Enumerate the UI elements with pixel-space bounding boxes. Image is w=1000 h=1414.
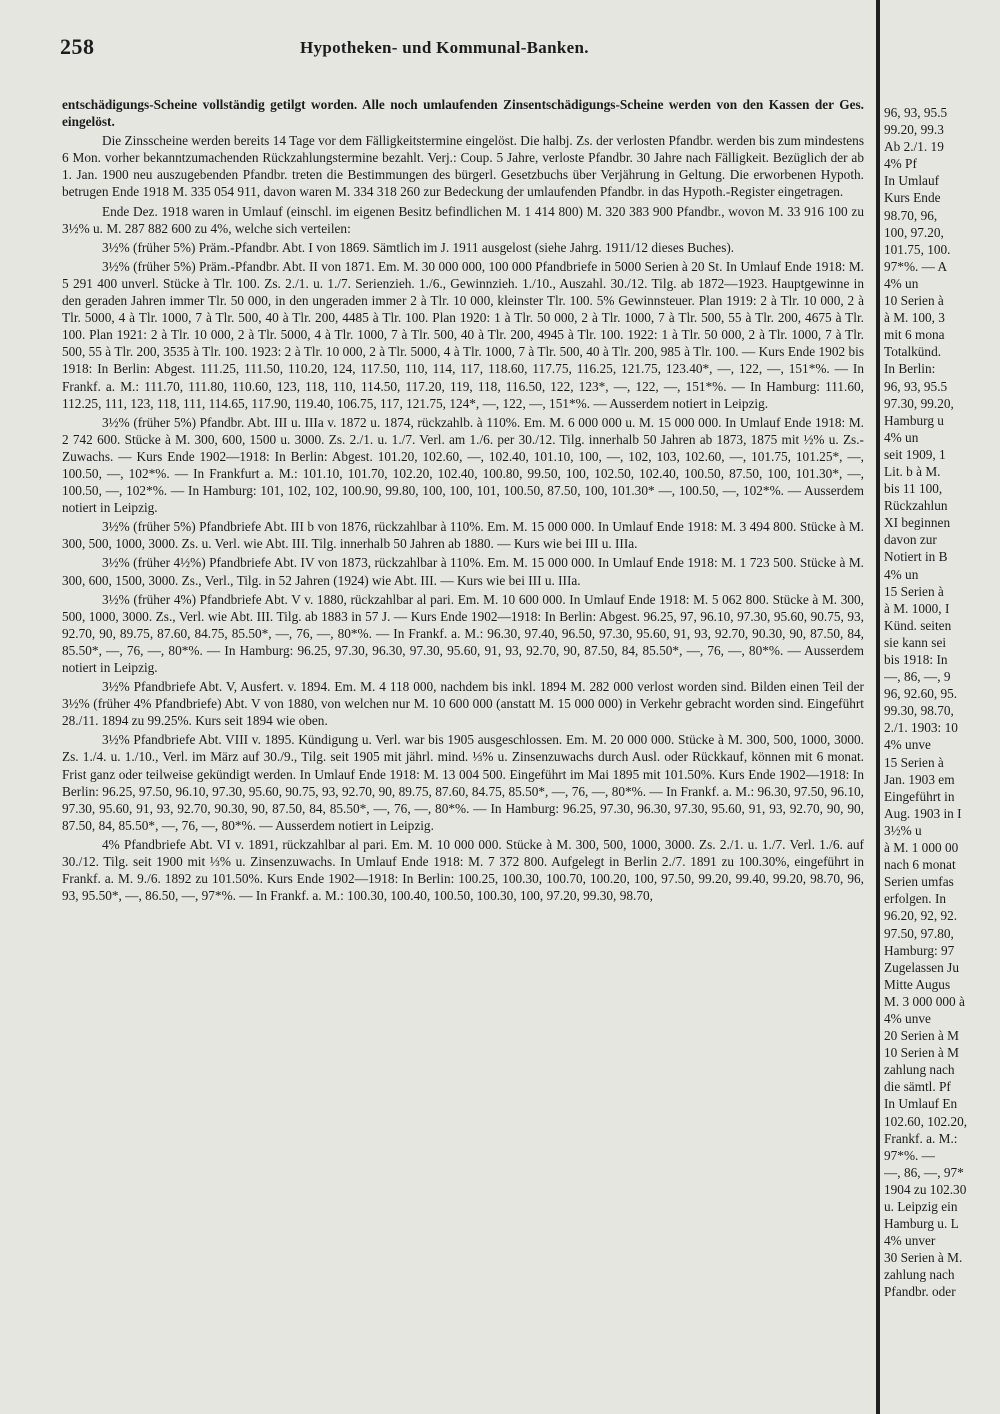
paragraph: 3½% Pfandbriefe Abt. VIII v. 1895. Kündigung u. Verl. war bis 1905 ausgeschlossen. Em. M. 20 000 000. Stücke à M. 300, 500, 1000, 3000. Zs. 1./4. u. 1./10., Verl. im März auf 30./9., Tilg. seit 1905 mit jährl. mind. ⅓% u. Zinsenzuwachs durch Ausl. oder Rückkauf, können mit 6 monat. Frist ganz oder teilweise gekündigt werden. In Umlauf Ende 1918: M. 13 004 500. Eingeführt im Mai 1895 mit 101.50%. Kurs Ende 1902—1918: In Berlin: 96.25, 97.50, 96.10, 97.30, 95.60, 90.75, 93, 92.70, 90, 89.75, 87.60, 84.75, 85.50*, —, 76, —, 80*%. — In Frankf. a. M.: 96.30, 97.50, 96.10, 97.30, 95.60, 91, 93, 92.70, 90.30, 90, 87.50, 84, 85.50*, —, 76, —, 80*%. — In Hamburg: 96.25, 97.30, 96.30, 97.30, 95.60, 91, 93, 92.70, 90, 90, 87.50, 84, 85.50*, —, 76, —, 80*%. — Ausserdem notiert in Leipzig.: [62, 732, 864, 833]
side-column-line: 2./1. 1903: 10: [884, 720, 958, 736]
side-column-line: zahlung nach: [884, 1267, 955, 1283]
side-column-line: —, 86, —, 9: [884, 669, 951, 685]
side-column-line: —, 86, —, 97*: [884, 1164, 964, 1180]
side-column-line: Frankf. a. M.:: [884, 1130, 958, 1146]
side-column-line: 98.70, 96,: [884, 207, 938, 223]
side-column-line: Zugelassen Ju: [884, 959, 959, 975]
side-column-line: Pfandbr. oder: [884, 1284, 956, 1300]
side-column-line: à M. 1 000 00: [884, 840, 959, 856]
side-column-line: Mitte Augus: [884, 976, 951, 992]
side-column-line: 20 Serien à M: [884, 1028, 959, 1044]
paragraph: 3½% (früher 5%) Pfandbriefe Abt. III b von 1876, rückzahlbar à 110%. Em. M. 15 000 000. In Umlauf Ende 1918: M. 3 494 800. Stücke à M. 300, 500, 1000, 3000. Zs. u. Verl. wie Abt. III. Tilg. innerhalb 50 Jahren ab 1880. — Kurs wie bei III u. IIIa.: [62, 519, 864, 552]
side-column-line: à M. 100, 3: [884, 310, 945, 326]
side-column-line: die sämtl. Pf: [884, 1079, 951, 1095]
side-column-line: 4% un: [884, 566, 919, 582]
side-column-line: 10 Serien à: [884, 293, 944, 309]
side-column-line: Totalkünd.: [884, 344, 942, 360]
side-column-line: 4% un: [884, 429, 919, 445]
side-column-line: 15 Serien à: [884, 754, 944, 770]
side-column-line: 4% unve: [884, 1010, 931, 1026]
side-column-line: In Umlauf: [884, 173, 940, 189]
side-column-line: 96, 92.60, 95.: [884, 686, 958, 702]
side-column-line: Lit. b à M.: [884, 463, 941, 479]
side-column-line: In Berlin:: [884, 361, 936, 377]
side-column-line: Kurs Ende: [884, 190, 941, 206]
side-column-line: 96.20, 92, 92.: [884, 908, 958, 924]
side-column-line: Künd. seiten: [884, 617, 952, 633]
paragraph: entschädigungs-Scheine vollständig getilgt worden. Alle noch umlaufenden Zinsentschädigungs-Scheine werden von den Kassen der Ges. eingelöst.: [62, 97, 864, 130]
side-column-line: erfolgen. In: [884, 891, 947, 907]
side-column-line: 96, 93, 95.5: [884, 105, 948, 120]
side-column-line: nach 6 monat: [884, 857, 956, 873]
side-column-line: Hamburg u. L: [884, 1216, 959, 1232]
paragraph: 3½% (früher 5%) Präm.-Pfandbr. Abt. I von 1869. Sämtlich im J. 1911 ausgelost (siehe Jahrg. 1911/12 dieses Buches).: [102, 239, 735, 255]
side-column-line: zahlung nach: [884, 1062, 955, 1078]
side-column-line: Aug. 1903 in I: [884, 805, 962, 821]
side-column-line: davon zur: [884, 532, 937, 548]
column-divider: [876, 0, 880, 1414]
side-column-line: Notiert in B: [884, 549, 948, 565]
side-column-line: 97.50, 97.80,: [884, 925, 954, 941]
side-column-line: 101.75, 100.: [884, 241, 951, 257]
paragraph: 3½% (früher 4%) Pfandbriefe Abt. V v. 1880, rückzahlbar al pari. Em. M. 10 600 000. In Umlauf Ende 1918: M. 5 062 800. Stücke à M. 300, 500, 1000, 3000. Zs., Verl. wie Abt. III. Tilg. ab 1883 in 57 J. — Kurs Ende 1902—1918: In Berlin: Abgest. 96.25, 97, 96.10, 97.30, 95.60, 90.75, 93, 92.70, 90, 89.75, 87.60, 84.75, 85.50*, —, 76, —, 80*%. — In Frankf. a. M.: 96.30, 97.40, 96.50, 97.30, 95.60, 91, 93, 92.70, 90.30, 90, 87.50, 84, 85.50*, —, 76, —, 80*%. — In Hamburg: 96.25, 97.30, 96.30, 97.30, 95.60, 91, 93, 92.70, 90, 87.50, 84, 85.50*, —, 76, —, 80*%. — Ausserdem notiert in Leipzig.: [62, 591, 864, 675]
side-column-line: 1904 zu 102.30: [884, 1181, 967, 1197]
main-column: [62, 96, 864, 906]
side-column-fragment: [884, 104, 1000, 1301]
side-column-line: Serien umfas: [884, 874, 954, 890]
side-column-line: 4% unver: [884, 1233, 936, 1249]
side-column-line: 96, 93, 95.5: [884, 378, 948, 394]
side-column-line: Hamburg u: [884, 412, 944, 428]
side-column-line: bis 11 100,: [884, 481, 943, 497]
side-column-line: 102.60, 102.20,: [884, 1113, 968, 1129]
side-column-line: u. Leipzig ein: [884, 1199, 958, 1214]
side-column-line: 97*%. —: [884, 1147, 935, 1163]
side-column-line: 97.30, 99.20,: [884, 395, 954, 411]
side-column-line: 10 Serien à M: [884, 1045, 959, 1061]
side-column-line: mit 6 mona: [884, 327, 945, 343]
side-column-line: à M. 1000, I: [884, 600, 950, 616]
page-number: 258: [60, 34, 95, 59]
side-column-line: In Umlauf En: [884, 1096, 958, 1112]
side-column-line: 4% unve: [884, 737, 931, 753]
paragraph: 3½% Pfandbriefe Abt. V, Ausfert. v. 1894. Em. M. 4 118 000, nachdem bis inkl. 1894 M. 282 000 verlost worden sind. Bilden einen Teil der 3½% (früher 4% Pfandbriefe) Abt. V von 1880, von welchen nur M. 10 600 000 (anstatt M. 15 000 000) in Verkehr gebracht worden sind. Eingeführt 28./11. 1894 zu 99.25%. Kurs seit 1894 wie oben.: [62, 679, 864, 729]
side-column-line: Ab 2./1. 19: [884, 139, 944, 155]
side-column-line: 30 Serien à M.: [884, 1250, 963, 1266]
side-column-line: 99.30, 98.70,: [884, 703, 954, 719]
side-column-line: bis 1918: In: [884, 652, 948, 667]
side-column-line: 15 Serien à: [884, 583, 944, 599]
paragraph: 3½% (früher 5%) Präm.-Pfandbr. Abt. II von 1871. Em. M. 30 000 000, 100 000 Pfandbriefe in 5000 Serien à 20 St. In Umlauf Ende 1918: M. 5 291 400 unverl. Stücke à Tlr. 100. Zs. 2./1. u. 1./7. Serienzieh. 1./6., Gewinnzieh. 1./10., Auszahl. 30./12. Tilg. ab 1872—1923. Hauptgewinne in den geraden Jahren immer Tlr. 50 000, in den ungeraden immer 2 à Tlr. 10 000, kleinster Tlr. 100. 5% Gewinnsteuer. Plan 1919: 2 à Tlr. 10 000, 2 à Tlr. 5000, 4 à Tlr. 1000, 7 à Tlr. 500, 40 à Tlr. 200, 4485 à Tlr. 100. Plan 1920: 1 à Tlr. 50 000, 2 à Tlr. 1000, 7 à Tlr. 500, 55 à Tlr. 200, 4675 à Tlr. 100. Plan 1921: 2 à Tlr. 10 000, 2 à Tlr. 5000, 4 à Tlr. 1000, 7 à Tlr. 500, 40 à Tlr. 200, 4945 à Tlr. 100. 1922: 1 à Tlr. 50 000, 2 à Tlr. 1000, 7 à Tlr. 500, 55 à Tlr. 200, 3535 à Tlr. 100. 1923: 2 à Tlr. 10 000, 2 à Tlr. 5000, 4 à Tlr. 1000, 7 à Tlr. 500, 40 à Tlr. 200, 985 à Tlr. 100. — Kurs Ende 1902 bis 1918: In Berlin: Abgest. 111.25, 111.50, 110.20, 124, 117.50, 110, 114, 117, 118.60, 117.75, 116.25, 121.75, 123.40*, —, 122, —, 151*%. — In Frankf. a. M.: 111.70, 111.80, 110.60, 123, 118, 110, 114.50, 117.20, 119, 118, 116.50, 122, 123*, —, 122, —, 151*%. — In Hamburg: 111.60, 112.25, 111, 123, 118, 111, 114.65, 117.90, 119.40, 106.75, 117, 121.75, 124*, —, 122, —, 151*%. — Ausserdem notiert in Leipzig.: [62, 258, 864, 411]
running-title: Hypotheken- und Kommunal-Banken.: [300, 38, 589, 57]
side-column-line: 3½% u: [884, 822, 922, 838]
side-column-line: 100, 97.20,: [884, 224, 944, 240]
paragraph: 4% Pfandbriefe Abt. VI v. 1891, rückzahlbar al pari. Em. M. 10 000 000. Stücke à M. 300, 500, 1000, 3000. Zs. 2./1. u. 1./7. Verl. 1./6. auf 30./12. Tilg. seit 1900 mit ⅓% u. Zinsenzuwachs. In Umlauf Ende 1918: M. 7 372 800. Aufgelegt in Berlin 2./7. 1891 zu 100.30%, eingeführt in Frankf. a. M. 9./6. 1892 zu 101.50%. Kurs Ende 1902—1918: In Berlin: 100.25, 100.30, 100.70, 100.20, 100, 97.50, 99.20, 99.40, 99.20, 98.70, 96, 93, 95.50*, —, 86.50, —, 97*%. — In Frankf. a. M.: 100.30, 100.40, 100.50, 100.30, 100, 97.20, 99.30, 98.70,: [62, 836, 864, 904]
side-column-line: 97*%. — A: [884, 258, 948, 274]
side-column-line: Jan. 1903 em: [884, 771, 955, 787]
side-column-line: Eingeführt in: [884, 788, 955, 804]
side-column-line: 4% un: [884, 275, 919, 291]
side-column-line: 4% Pf: [884, 156, 917, 172]
side-column-line: XI beginnen: [884, 515, 951, 531]
side-column-line: sie kann sei: [884, 634, 947, 650]
side-column-line: Hamburg: 97: [884, 942, 955, 958]
side-column-line: Rückzahlun: [884, 498, 948, 514]
side-column-line: seit 1909, 1: [884, 446, 946, 462]
paragraph: Ende Dez. 1918 waren in Umlauf (einschl. im eigenen Besitz befindlichen M. 1 414 800) M. 320 383 900 Pfandbr., wovon M. 33 916 100 zu 3½% u. M. 287 882 600 zu 4%, welche sich verteilen:: [62, 203, 864, 236]
paragraph: 3½% (früher 5%) Pfandbr. Abt. III u. IIIa v. 1872 u. 1874, rückzahlb. à 110%. Em. M. 6 000 000 u. M. 15 000 000. In Umlauf Ende 1918: M. 2 742 600. Stücke à M. 300, 600, 1500 u. 3000. Zs. 2./1. u. 1./7. Verl. am 1./6. per 30./12. Tilg. innerhalb 50 Jahren ab 1873, 1875 mit ½% u. Zs.-Zuwachs. — Kurs Ende 1902—1918: In Berlin: Abgest. 101.20, 102.60, —, 102.40, 101.10, 100, —, 102, 103, 102.60, —, 101.75, 101.25*, —, 100.50, —, 102*%. — In Frankfurt a. M.: 101.10, 101.70, 102.20, 102.40, 100.80, 99.50, 100, 102.50, 102.40, 100.50, 87.50, 100, 101.30*, —, 100.50, —, 102*%. — In Hamburg: 101, 102, 102, 100.90, 99.80, 100, 100, 101, 100.50, 87.50, 100, 101.30* —, 100.50, —, 102*%. — Ausserdem notiert in Leipzig.: [62, 414, 864, 516]
paragraph: Die Zinsscheine werden bereits 14 Tage vor dem Fälligkeitstermine eingelöst. Die halbj. Zs. der verlosten Pfandbr. werden bis zum mindestens 6 Mon. vorher bekanntzumachenden Rückzahlungstermine bezahlt. Verj.: Coup. 5 Jahre, verloste Pfandbr. 30 Jahre nach Fälligkeit. Bezüglich der ab 1. Jan. 1900 neu auszugebenden Pfandbr. treten die Bestimmungen des bürgerl. Gesetzbuchs über Verjährung in Geltung. Die erworbenen Hypoth. betrugen Ende 1918 M. 335 054 911, davon waren M. 334 318 260 zur Bedeckung der umlaufenden Pfandbr. in das Hypoth.-Register eingetragen.: [62, 133, 864, 200]
side-column-line: 99.20, 99.3: [884, 122, 944, 138]
paragraph: 3½% (früher 4½%) Pfandbriefe Abt. IV von 1873, rückzahlbar à 110%. Em. M. 15 000 000. In Umlauf Ende 1918: M. 1 723 500. Stücke à M. 300, 600, 1500, 3000. Zs., Verl., Tilg. in 52 Jahren (1924) wie Abt. III. — Kurs wie bei III u. IIIa.: [62, 555, 864, 588]
side-column-line: M. 3 000 000 à: [884, 993, 965, 1009]
